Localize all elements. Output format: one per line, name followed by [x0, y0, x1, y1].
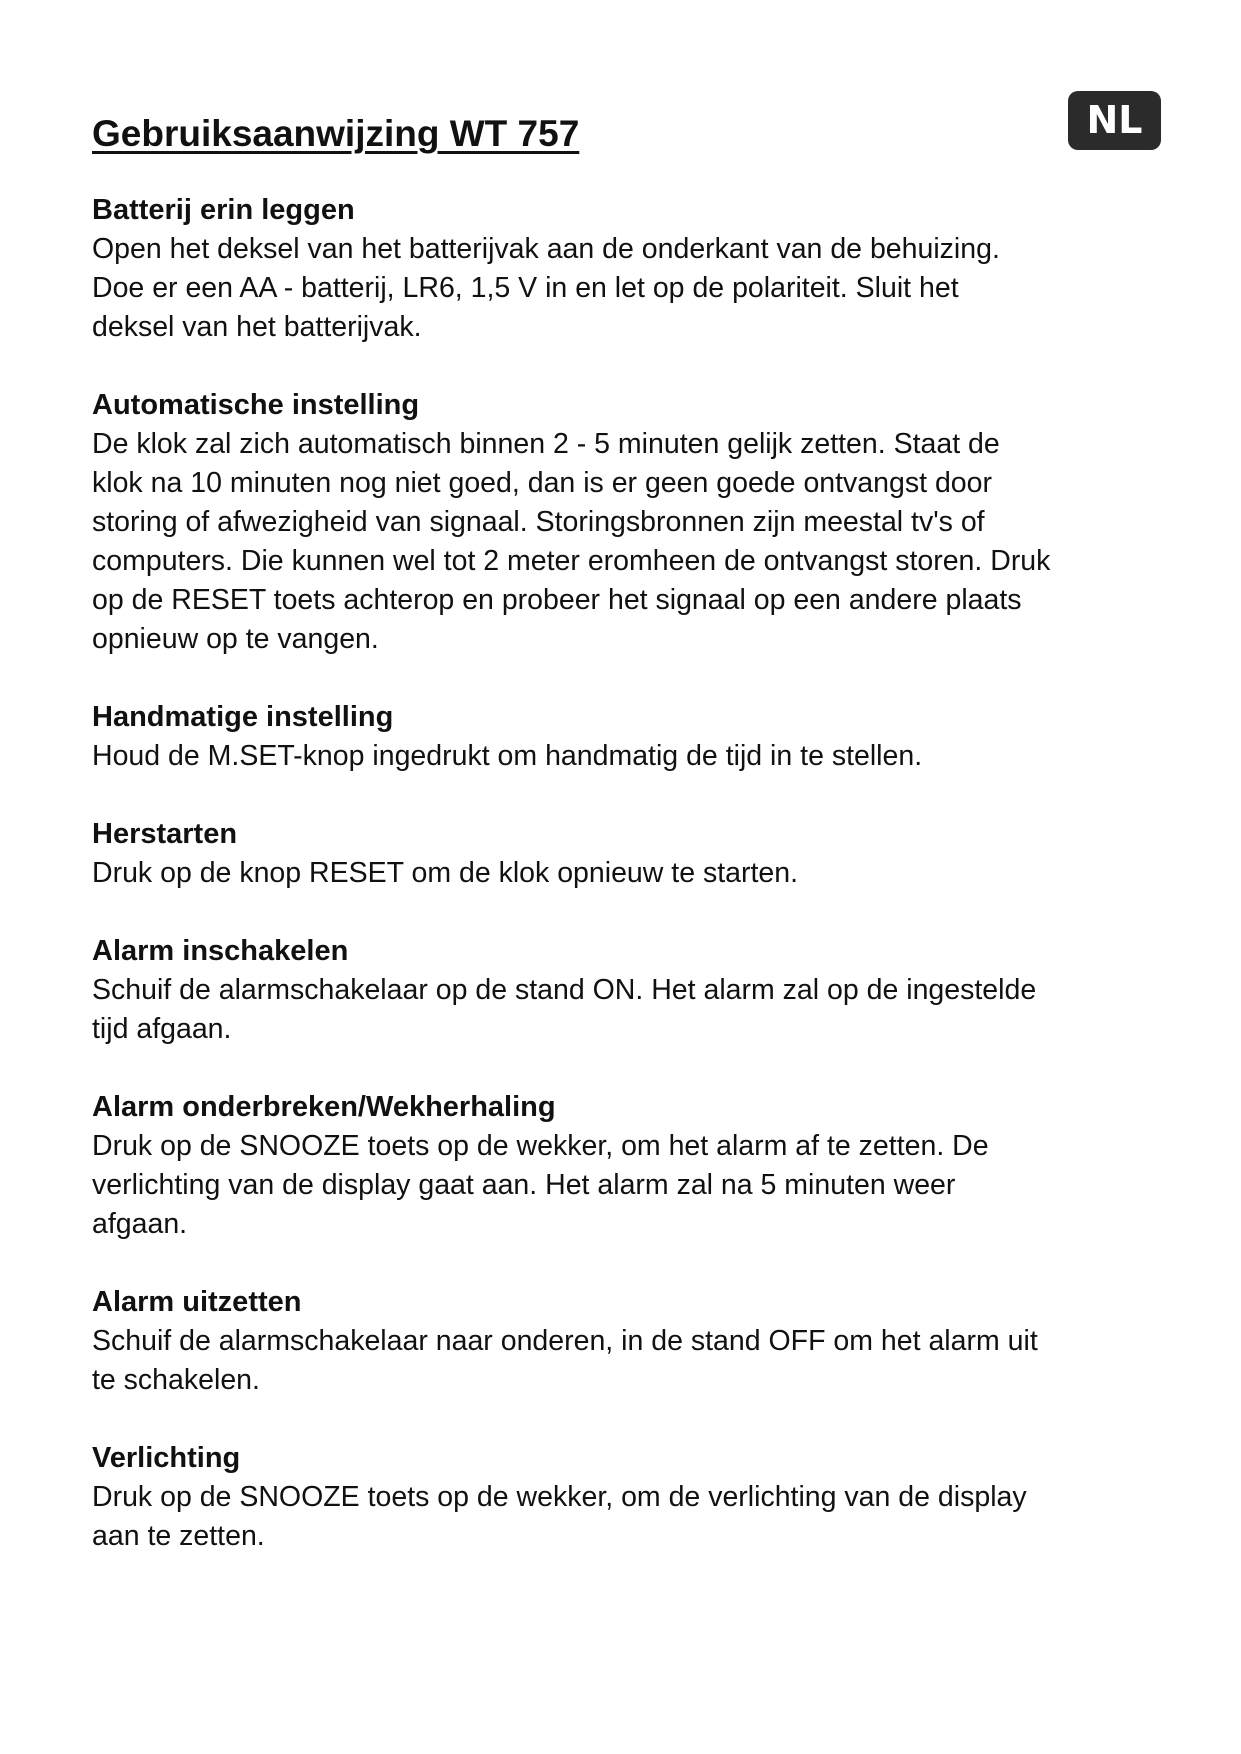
section-heading: Batterij erin leggen — [92, 194, 355, 226]
body-line: Schuif de alarmschakelaar naar onderen, in de stand OFF om het alarm uit — [92, 1325, 1038, 1357]
body-line: opnieuw op te vangen. — [92, 623, 379, 655]
section-heading: Herstarten — [92, 818, 238, 850]
section-body — [92, 854, 1162, 893]
body-line: computers. Die kunnen wel tot 2 meter eromheen de ontvangst storen. Druk — [92, 545, 1051, 577]
manual-content — [92, 191, 1162, 1595]
section-heading: Automatische instelling — [92, 389, 420, 421]
body-line: Druk op de knop RESET om de klok opnieuw te starten. — [92, 857, 799, 889]
body-line: Houd de M.SET-knop ingedrukt om handmatig de tijd in te stellen. — [92, 740, 923, 772]
section-body — [92, 1478, 1162, 1556]
section-herstarten — [92, 815, 1162, 893]
section-alarm-inschakelen — [92, 932, 1162, 1049]
section-heading: Alarm inschakelen — [92, 935, 349, 967]
body-line: Druk op de SNOOZE toets op de wekker, om de verlichting van de display — [92, 1481, 1027, 1513]
section-body — [92, 230, 1162, 347]
section-verlichting — [92, 1439, 1162, 1556]
section-alarm-onderbreken — [92, 1088, 1162, 1244]
section-body — [92, 1322, 1162, 1400]
body-line: aan te zetten. — [92, 1520, 265, 1552]
section-body — [92, 737, 1162, 776]
body-line: te schakelen. — [92, 1364, 260, 1396]
body-line: storing of afwezigheid van signaal. Storingsbronnen zijn meestal tv's of — [92, 506, 985, 538]
body-line: op de RESET toets achterop en probeer het signaal op een andere plaats — [92, 584, 1022, 616]
body-line: klok na 10 minuten nog niet goed, dan is er geen goede ontvangst door — [92, 467, 992, 499]
body-line: Schuif de alarmschakelaar op de stand ON. Het alarm zal op de ingestelde — [92, 974, 1037, 1006]
section-automatische-instelling — [92, 386, 1162, 659]
body-line: deksel van het batterijvak. — [92, 311, 422, 343]
language-badge: NL — [1068, 91, 1161, 150]
body-line: Open het deksel van het batterijvak aan de onderkant van de behuizing. — [92, 233, 1000, 265]
page-title: Gebruiksaanwijzing WT 757 — [92, 113, 580, 154]
body-line: De klok zal zich automatisch binnen 2 - 5 minuten gelijk zetten. Staat de — [92, 428, 1000, 460]
body-line: afgaan. — [92, 1208, 188, 1240]
section-alarm-uitzetten — [92, 1283, 1162, 1400]
section-body — [92, 425, 1162, 659]
section-body — [92, 1127, 1162, 1244]
section-heading: Alarm uitzetten — [92, 1286, 302, 1318]
section-batterij — [92, 191, 1162, 347]
section-heading: Alarm onderbreken/Wekherhaling — [92, 1091, 556, 1123]
section-body — [92, 971, 1162, 1049]
body-line: Druk op de SNOOZE toets op de wekker, om het alarm af te zetten. De — [92, 1130, 989, 1162]
section-heading: Handmatige instelling — [92, 701, 394, 733]
body-line: Doe er een AA - batterij, LR6, 1,5 V in en let op de polariteit. Sluit het — [92, 272, 959, 304]
section-handmatige-instelling — [92, 698, 1162, 776]
body-line: verlichting van de display gaat aan. Het alarm zal na 5 minuten weer — [92, 1169, 956, 1201]
body-line: tijd afgaan. — [92, 1013, 232, 1045]
section-heading: Verlichting — [92, 1442, 241, 1474]
